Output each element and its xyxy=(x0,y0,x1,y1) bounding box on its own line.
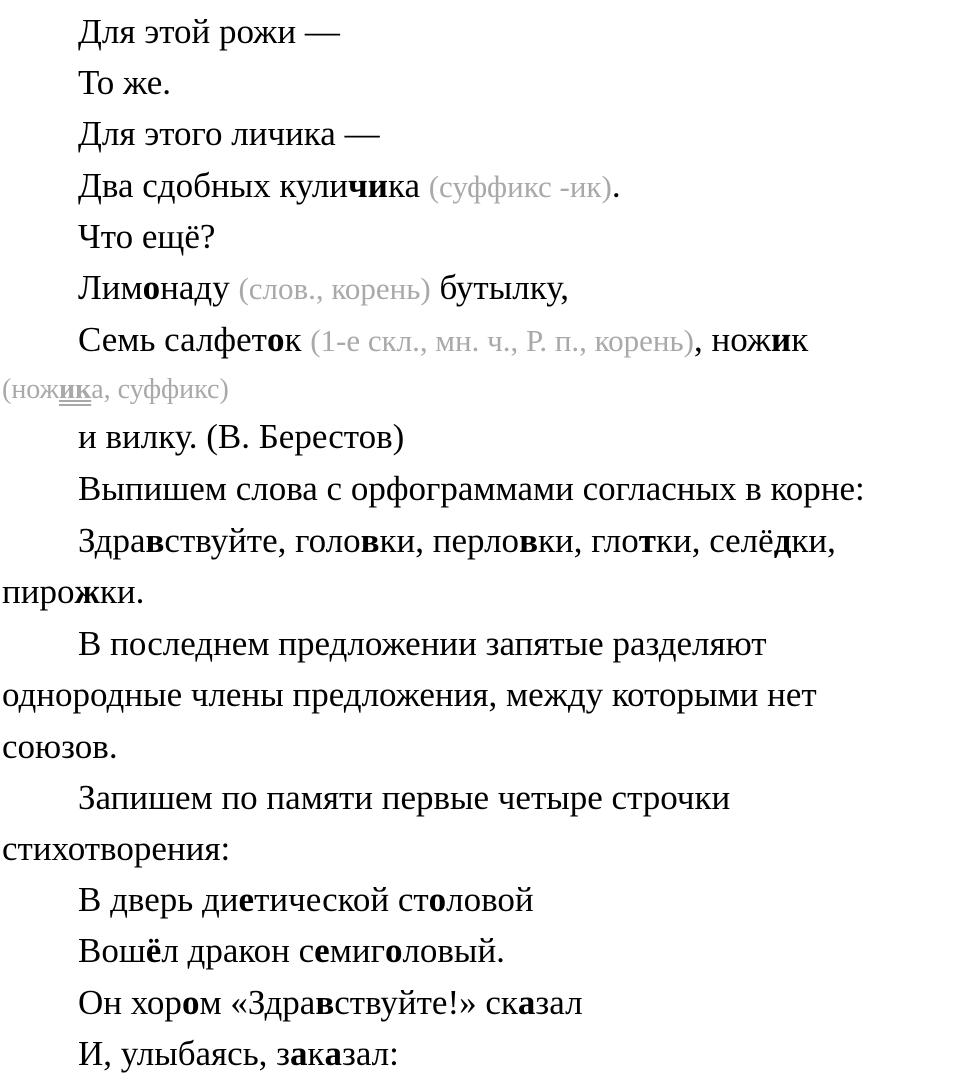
text-line xyxy=(78,411,404,463)
highlighted-letter: в xyxy=(360,521,380,560)
text-line xyxy=(2,669,817,721)
morpheme-note: (1-е скл., мн. ч., Р. п., корень) xyxy=(310,323,694,358)
text-line xyxy=(2,566,144,618)
text-span: зал: xyxy=(342,1034,399,1073)
highlighted-letter: ж xyxy=(74,572,100,611)
text-span: бутылку, xyxy=(430,268,569,307)
text-span: Выпишем слова с орфограммами согласных в корне: xyxy=(78,469,865,508)
text-line xyxy=(2,823,230,875)
text-span: . xyxy=(611,166,621,205)
text-line xyxy=(78,211,215,263)
text-span: ки, перло xyxy=(379,521,520,560)
text-span: ловой xyxy=(446,880,534,919)
morpheme-note: ик xyxy=(58,374,92,405)
text-line xyxy=(78,314,808,366)
text-line xyxy=(78,160,621,212)
text-span: и вилку. (В. Берестов) xyxy=(78,417,405,456)
text-span: Для этой рожи — xyxy=(78,12,340,51)
text-span: однородные члены предложения, между которыми нет xyxy=(2,675,817,714)
morpheme-note: а, суффикс) xyxy=(91,374,229,405)
text-span: стихотворения: xyxy=(2,829,231,868)
text-span: союзов. xyxy=(2,727,118,766)
text-line xyxy=(78,108,380,160)
text-span: ствуйте, голо xyxy=(164,521,361,560)
text-span: тической ст xyxy=(254,880,429,919)
text-line xyxy=(78,463,865,515)
text-span: Что ещё? xyxy=(78,217,216,256)
text-span: И, улыбаясь, з xyxy=(78,1034,290,1073)
morpheme-note: (слов., корень) xyxy=(238,271,431,306)
text-span: ловый. xyxy=(402,931,505,970)
text-span: наду xyxy=(160,268,239,307)
text-span: Запишем по памяти первые четыре строчки xyxy=(78,778,731,817)
morpheme-note: (нож xyxy=(2,374,59,405)
text-span: , нож xyxy=(693,320,772,359)
highlighted-letter: в xyxy=(315,983,335,1022)
text-span: Для этого личика — xyxy=(78,114,380,153)
text-span: л дракон с xyxy=(161,931,315,970)
text-span: Вош xyxy=(78,931,146,970)
text-span: В дверь ди xyxy=(78,880,239,919)
text-span: зал xyxy=(535,983,583,1022)
text-span: м «Здра xyxy=(199,983,316,1022)
text-line xyxy=(78,57,171,109)
text-span: к xyxy=(791,320,809,359)
text-line xyxy=(2,721,118,773)
text-span: Семь салфет xyxy=(78,320,267,359)
text-span: ствуйте!» ск xyxy=(334,983,518,1022)
text-span: Два сдобных кули xyxy=(78,166,349,205)
text-line xyxy=(78,262,569,314)
text-span: Лим xyxy=(78,268,143,307)
text-span: В последнем предложении запятые разделяют xyxy=(78,624,767,663)
text-span: ки, гло xyxy=(537,521,639,560)
highlighted-letter: а xyxy=(324,1034,342,1073)
text-line xyxy=(78,874,534,926)
text-span: миг xyxy=(329,931,385,970)
highlighted-letter: е xyxy=(238,880,255,919)
text-span: Он хор xyxy=(78,983,182,1022)
morpheme-note: (суффикс -ик) xyxy=(428,169,612,204)
text-span: ки. xyxy=(99,572,145,611)
highlighted-letter: и xyxy=(367,166,388,205)
highlighted-letter: т xyxy=(638,521,656,560)
highlighted-letter: о xyxy=(384,931,403,970)
highlighted-letter: в xyxy=(519,521,538,560)
highlighted-letter: о xyxy=(428,880,447,919)
text-line xyxy=(78,515,836,567)
text-span: к xyxy=(284,320,311,359)
text-span: пиро xyxy=(2,572,75,611)
text-line xyxy=(78,925,505,977)
text-span: То же. xyxy=(78,63,172,102)
highlighted-letter: о xyxy=(181,983,200,1022)
text-line xyxy=(78,6,340,58)
text-line xyxy=(78,772,730,824)
highlighted-letter: а xyxy=(517,983,536,1022)
text-span: Здра xyxy=(78,521,146,560)
highlighted-letter: д xyxy=(773,521,792,560)
highlighted-letter: в xyxy=(145,521,165,560)
text-line xyxy=(78,977,583,1029)
text-line xyxy=(78,1028,399,1080)
highlighted-letter: о xyxy=(266,320,285,359)
highlighted-letter: о xyxy=(142,268,161,307)
highlighted-letter: ё xyxy=(145,931,162,970)
highlighted-letter: е xyxy=(314,931,330,970)
text-span: к xyxy=(307,1034,325,1073)
text-line xyxy=(2,361,229,413)
text-span: ка xyxy=(387,166,429,205)
text-span: ки, xyxy=(791,521,836,560)
text-span: ки, селё xyxy=(655,521,774,560)
highlighted-letter: и xyxy=(771,320,792,359)
highlighted-letter: ч xyxy=(348,166,368,205)
text-line xyxy=(78,618,767,670)
highlighted-letter: а xyxy=(289,1034,308,1073)
